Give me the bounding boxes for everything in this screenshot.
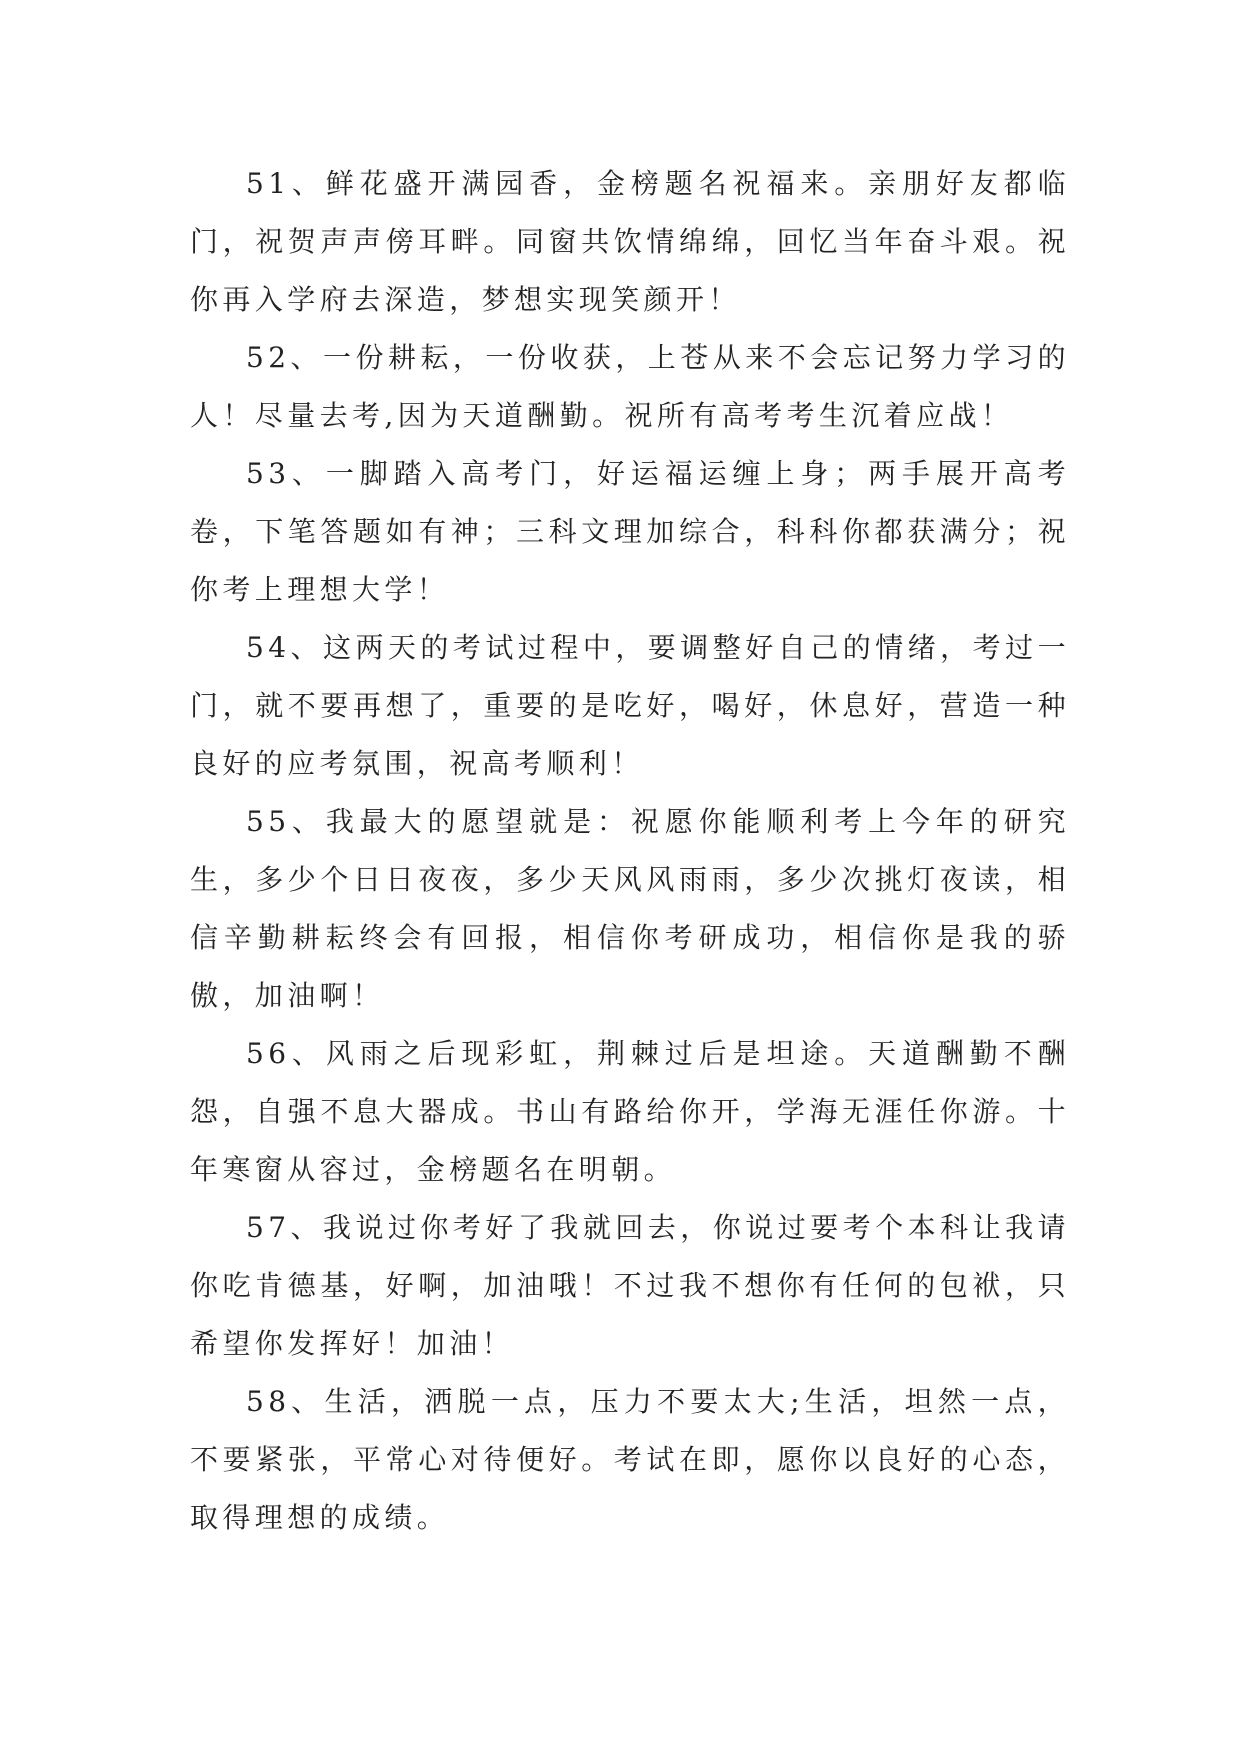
paragraph-51: 51、鲜花盛开满园香，金榜题名祝福来。亲朋好友都临门，祝贺声声傍耳畔。同窗共饮情绵绵，回忆当年奋斗艰。祝你再入学府去深造，梦想实现笑颜开！ — [190, 167, 1070, 316]
paragraph-52: 52、一份耕耘，一份收获，上苍从来不会忘记努力学习的人！尽量去考,因为天道酬勤。祝所有高考考生沉着应战！ — [190, 341, 1070, 432]
paragraph-57: 57、我说过你考好了我就回去，你说过要考个本科让我请你吃肯德基，好啊，加油哦！不过我不想你有任何的包袱，只希望你发挥好！加油！ — [190, 1211, 1070, 1360]
paragraph-58: 58、生活，洒脱一点，压力不要太大;生活，坦然一点，不要紧张，平常心对待便好。考试在即，愿你以良好的心态，取得理想的成绩。 — [190, 1385, 1070, 1534]
paragraph-54: 54、这两天的考试过程中，要调整好自己的情绪，考过一门，就不要再想了，重要的是吃好，喝好，休息好，营造一种良好的应考氛围，祝高考顺利！ — [190, 631, 1070, 780]
paragraph-55: 55、我最大的愿望就是：祝愿你能顺利考上今年的研究生，多少个日日夜夜，多少天风风雨雨，多少次挑灯夜读，相信辛勤耕耘终会有回报，相信你考研成功，相信你是我的骄傲，加油啊！ — [190, 805, 1070, 1012]
document-body — [190, 155, 1070, 1547]
paragraph-56: 56、风雨之后现彩虹，荆棘过后是坦途。天道酬勤不酬怨，自强不息大器成。书山有路给你开，学海无涯任你游。十年寒窗从容过，金榜题名在明朝。 — [190, 1037, 1070, 1186]
paragraph-53: 53、一脚踏入高考门，好运福运缠上身；两手展开高考卷，下笔答题如有神；三科文理加综合，科科你都获满分；祝你考上理想大学！ — [190, 457, 1070, 606]
